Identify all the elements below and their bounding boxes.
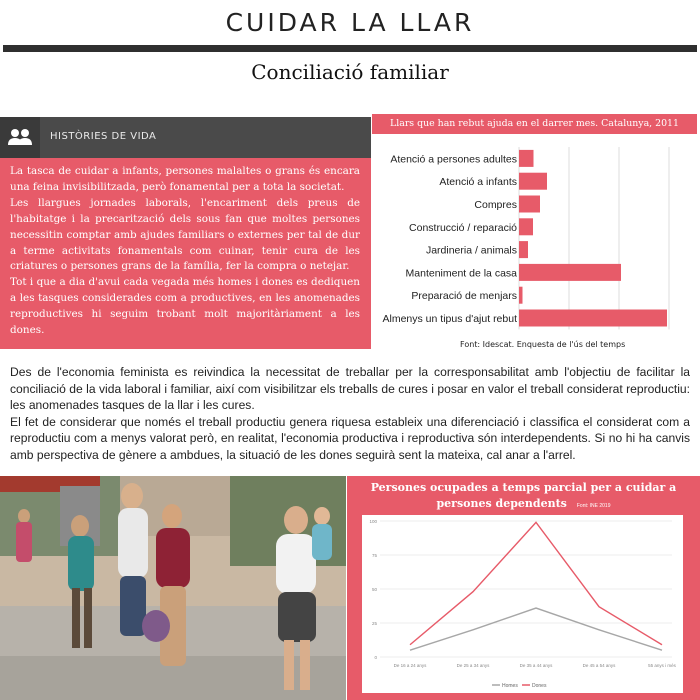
- series-line: [410, 522, 662, 644]
- x-tick-label: 55 anys i més: [648, 663, 676, 668]
- bar: [519, 287, 523, 304]
- bar-chart-title: Llars que han rebut ajuda en el darrer mes. Catalunya, 2011: [390, 118, 679, 129]
- legend-label: Homes: [502, 683, 518, 689]
- bar: [519, 218, 533, 235]
- page-title: CUIDAR LA LLAR: [225, 8, 475, 37]
- category-label: Preparació de menjars: [411, 290, 517, 303]
- header-divider: [3, 45, 697, 52]
- body-paragraph: Des de l'economia feminista es reivindica la necessitat de treballar per la corresponsabilitat amb l'objectiu de facilitar la conciliació de la vida laboral i familiar, així com visibilitzar els treballs de cures i posar en valor el treball considerat reproductiu: les anomenades tasques de la llar i les cures.: [10, 365, 690, 413]
- bar: [519, 310, 667, 327]
- line-chart-title-text: Persones ocupades a temps parcial per a cuidar a persones dependents: [370, 481, 677, 510]
- y-tick-label: 75: [371, 553, 377, 558]
- series-line: [410, 608, 662, 650]
- y-tick-label: 25: [371, 621, 377, 626]
- legend-label: Dones: [532, 683, 547, 689]
- stories-paragraph: La tasca de cuidar a infants, persones malaltes o grans és encara una feina invisibilitzada, però fonamental per a tota la societat.: [10, 165, 360, 193]
- line-chart-title: [347, 480, 700, 514]
- bar: [519, 173, 547, 190]
- category-label: Almenys un tipus d'ajut rebut: [382, 313, 517, 325]
- bar-chart-source: Font: Idescat. Enquesta de l'ús del temps: [460, 340, 626, 349]
- y-tick-label: 0: [374, 655, 377, 660]
- category-label: Compres: [474, 199, 517, 211]
- category-label: Manteniment de la casa: [405, 267, 517, 280]
- category-label: Atenció a persones adultes: [390, 153, 517, 166]
- category-label: Atenció a infants: [439, 176, 517, 189]
- stories-label: HISTÒRIES DE VIDA: [50, 131, 157, 142]
- bar-chart: [372, 135, 697, 335]
- stories-paragraph: Tot i que a dia d'avui cada vegada més homes i dones es dediquen a les tasques considerades com a productives, en les anomenades reproductives hi seguim trobant molt majoritàriament a les dones.: [10, 276, 360, 337]
- category-label: Construcció / reparació: [409, 221, 517, 234]
- families-photo: [0, 476, 346, 700]
- bar: [519, 150, 534, 167]
- page-subtitle: Conciliació familiar: [251, 60, 449, 84]
- people-icon: [0, 117, 40, 158]
- stories-paragraph: Les llargues jornades laborals, l'encariment dels preus de l'habitatge i la precarització dels sous fan que moltes persones necessitin comptar amb ajudes familiars o externes per tal de dur a terme activitats fonamentals com cuinar, tenir cura de les criatures o persones grans de la família, fer la compra o netejar.: [10, 196, 360, 273]
- x-tick-label: De 25 a 34 anys: [456, 663, 490, 668]
- bar: [519, 196, 540, 213]
- x-tick-label: De 16 a 24 anys: [393, 663, 427, 668]
- category-label: Jardineria / animals: [425, 244, 517, 257]
- y-tick-label: 100: [369, 519, 377, 524]
- bar: [519, 264, 621, 281]
- x-tick-label: De 35 a 44 anys: [519, 663, 553, 668]
- line-chart: [362, 515, 683, 693]
- y-tick-label: 50: [371, 587, 377, 592]
- line-chart-source: Font: INE 2019: [576, 503, 611, 509]
- body-text: [10, 364, 690, 464]
- x-tick-label: De 45 a 54 anys: [582, 663, 616, 668]
- bar: [519, 241, 528, 258]
- stories-text: [10, 164, 360, 339]
- body-paragraph: El fet de considerar que només el treball productiu genera riquesa estableix una diferenciació i classifica el considerat com a reproductiu com a menys valorat però, en realitat, l'economia productiva i reproductiva són interdependents. Si no hi ha canvis amb perspectiva de gènere a ambdues, la situació de les dones seguirà sent la mateixa, cal anar a l'arrel.: [10, 414, 690, 462]
